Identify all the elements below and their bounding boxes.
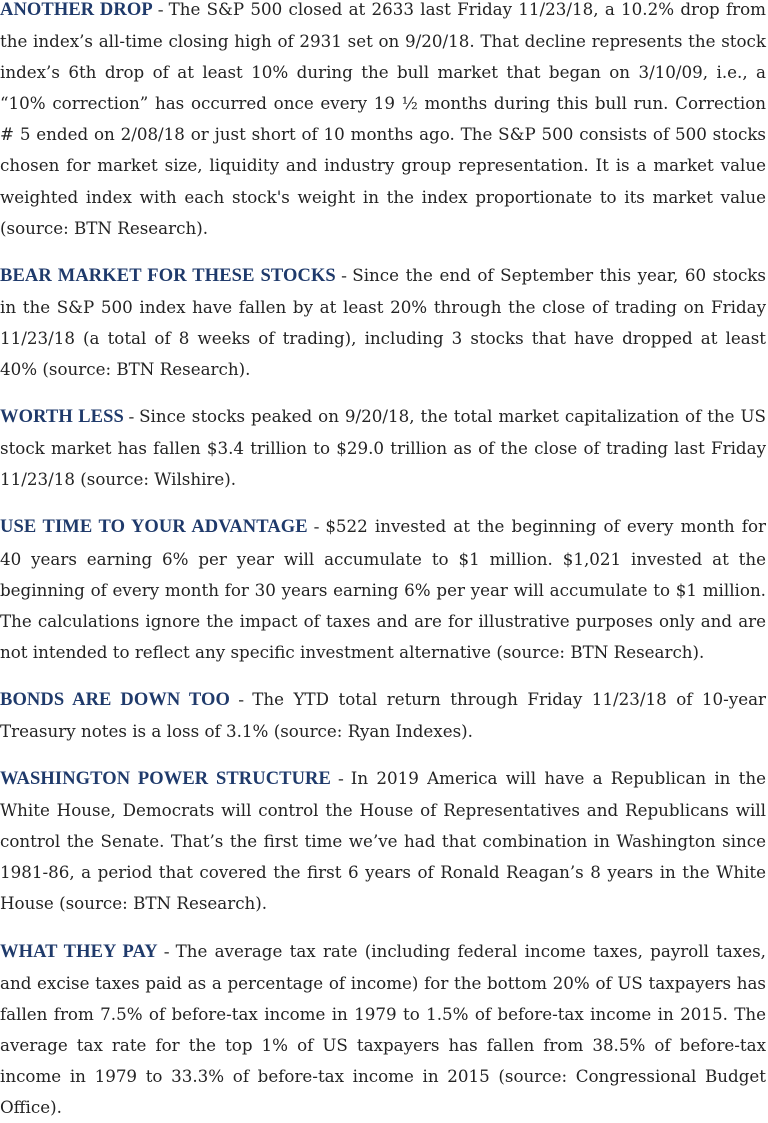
article-body: $522 invested at the beginning of every month for 40 years earning 6% per year will accumulate to $1 million. $1,021 invested at the beginning of every month for 30 years earning 6% per year will accumulate to $1 million. The calculations ignore the impact of taxes and are for illustrative purposes only and are not intended to reflect any specific investment alternative (source: BTN Research). (0, 516, 767, 662)
heading-separator: - (330, 769, 351, 789)
article-washington-power (0, 763, 766, 919)
heading-separator: - (157, 941, 176, 961)
article-heading: USE TIME TO YOUR ADVANTAGE (0, 517, 308, 538)
article-bonds-down (0, 684, 766, 747)
article-body: Since stocks peaked on 9/20/18, the total market capitalization of the US stock market has fallen $3.4 trillion to $29.0 trillion as of the close of trading last Friday 11/23/18 (source: Wilshire). (0, 406, 766, 490)
article-what-they-pay (0, 936, 766, 1123)
article-heading: BONDS ARE DOWN TOO (0, 689, 231, 710)
article-body: Since the end of September this year, 60 stocks in the S&P 500 index have fallen by at least 20% through the close of trading on Friday 11/23/18 (a total of 8 weeks of trading), including 3 stocks that have dropped at least 40% (source: BTN Research). (0, 264, 766, 380)
heading-separator: - (335, 265, 353, 285)
article-use-time (0, 511, 766, 667)
article-heading: WASHINGTON POWER STRUCTURE (0, 769, 331, 790)
article-another-drop (0, 0, 766, 244)
article-body: The average tax rate (including federal income taxes, payroll taxes, and excise taxes paid as a percentage of income) for the bottom 20% of US taxpayers has fallen from 7.5% of before-tax income in 1979 to 1.5% of before-tax income in 2015. The average tax rate for the top 1% of US taxpayers has fallen from 38.5% of before-tax income in 1979 to 33.3% of before-tax income in 2015 (source: Congressional Budget Office). (0, 940, 766, 1117)
heading-separator: - (123, 407, 140, 427)
article-worth-less (0, 401, 766, 495)
article-body: The YTD total return through Friday 11/23/18 of 10-year Treasury notes is a loss of 3.1% (source: Ryan Indexes). (0, 688, 767, 741)
heading-separator: - (230, 689, 253, 709)
article-body: The S&P 500 closed at 2633 last Friday 11/23/18, a 10.2% drop from the index’s all-time closing high of 2931 set on 9/20/18. That decline represents the stock index’s 6th drop of at least 10% during the bull market that began on 3/10/09, i.e., a “10% correction” has occurred once every 19 ½ months during this bull run. Correction # 5 ended on 2/08/18 or just short of 10 months ago. The S&P 500 consists of 500 stocks chosen for market size, liquidity and industry group representation. It is a market value weighted index with each stock's weight in the index proportionate to its market value (source: BTN Research). (0, 0, 766, 238)
article-body: In 2019 America will have a Republican in the White House, Democrats will control the House of Representatives and Republicans will control the Senate. That’s the first time we’ve had that combination in Washington since 1981-86, a period that covered the first 6 years of Ronald Reagan’s 8 years in the White House (source: BTN Research). (0, 768, 767, 914)
article-heading: BEAR MARKET FOR THESE STOCKS (0, 265, 336, 286)
article-heading: ANOTHER DROP (0, 0, 153, 20)
heading-separator: - (152, 0, 169, 19)
article-heading: WHAT THEY PAY (0, 941, 158, 962)
article-bear-market (0, 260, 766, 385)
article-heading: WORTH LESS (0, 407, 124, 428)
heading-separator: - (307, 517, 326, 537)
